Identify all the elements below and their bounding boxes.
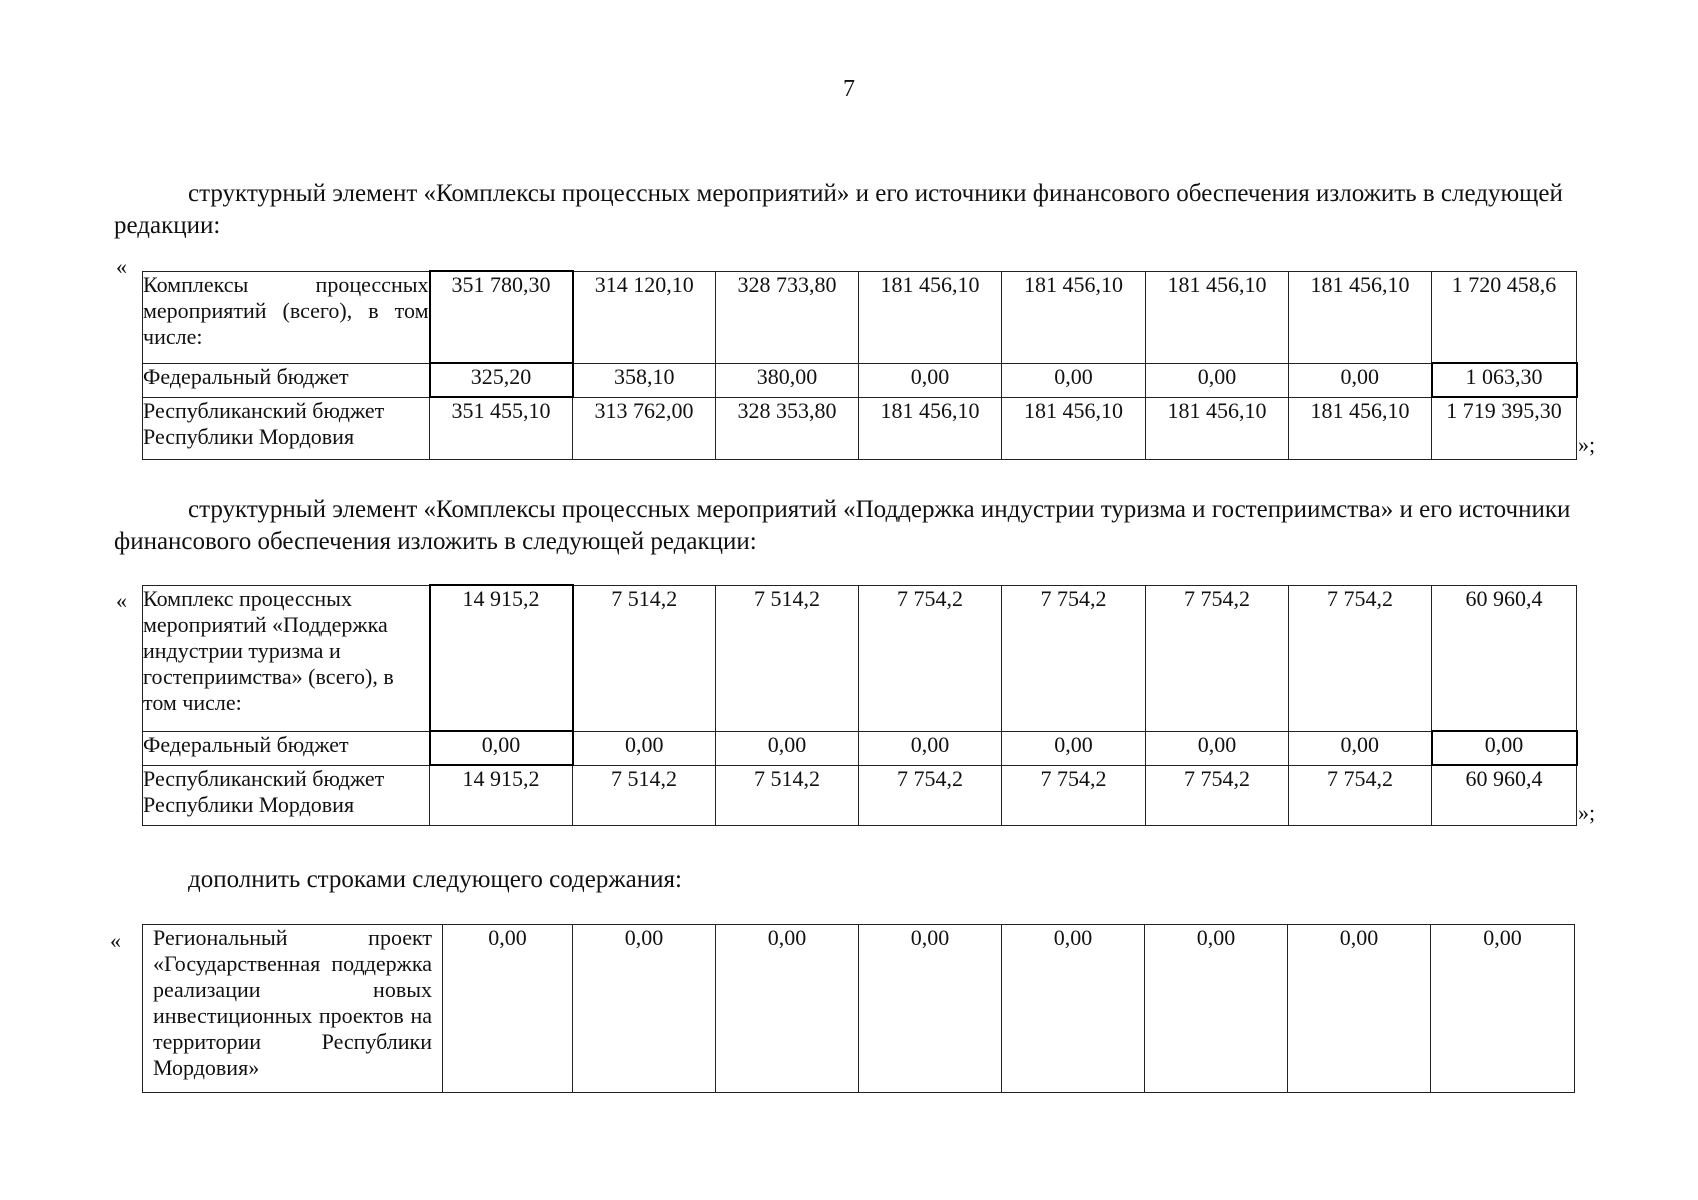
- table-row: [143, 765, 1577, 825]
- value-cell: 0,00: [1146, 363, 1289, 397]
- open-quote-2: «: [116, 588, 127, 613]
- value-cell: 328 733,80: [716, 271, 859, 363]
- table-1: [142, 270, 1578, 460]
- value-cell: 0,00: [430, 731, 573, 765]
- value-cell: 0,00: [859, 363, 1002, 397]
- value-cell: 7 754,2: [1289, 765, 1432, 825]
- close-quote-1: »;: [1578, 432, 1596, 457]
- value-cell: 351 780,30: [430, 271, 573, 363]
- value-cell: 181 456,10: [1002, 271, 1146, 363]
- value-cell: 60 960,4: [1432, 585, 1577, 731]
- table-3: [142, 924, 1575, 1093]
- value-cell: 0,00: [1432, 731, 1577, 765]
- value-cell: 328 353,80: [716, 397, 859, 459]
- value-cell: 0,00: [859, 925, 1002, 1093]
- value-cell: 0,00: [859, 731, 1002, 765]
- value-cell: 7 754,2: [1002, 765, 1146, 825]
- row-label: Федеральный бюджет: [143, 731, 430, 765]
- value-cell: 0,00: [1145, 925, 1288, 1093]
- value-cell: 0,00: [443, 925, 573, 1093]
- value-cell: 7 754,2: [859, 765, 1002, 825]
- table-row: [143, 271, 1577, 363]
- value-cell: 0,00: [716, 925, 859, 1093]
- open-quote-3: «: [110, 928, 121, 953]
- value-cell: 1 719 395,30: [1432, 397, 1577, 459]
- value-cell: 0,00: [716, 731, 859, 765]
- table-row: [143, 731, 1577, 765]
- open-quote-1: «: [116, 254, 127, 279]
- value-cell: 14 915,2: [430, 765, 573, 825]
- value-cell: 181 456,10: [1289, 397, 1432, 459]
- value-cell: 7 514,2: [716, 765, 859, 825]
- value-cell: 7 754,2: [1146, 765, 1289, 825]
- row-label: Федеральный бюджет: [143, 363, 430, 397]
- value-cell: 181 456,10: [1146, 397, 1289, 459]
- value-cell: 7 754,2: [1289, 585, 1432, 731]
- value-cell: 313 762,00: [573, 397, 716, 459]
- value-cell: 1 063,30: [1432, 363, 1577, 397]
- value-cell: 7 754,2: [859, 585, 1002, 731]
- value-cell: 380,00: [716, 363, 859, 397]
- table-row: [143, 363, 1577, 397]
- value-cell: 14 915,2: [430, 585, 573, 731]
- value-cell: 181 456,10: [1289, 271, 1432, 363]
- value-cell: 325,20: [430, 363, 573, 397]
- row-label: Республиканский бюджет Республики Мордовия: [143, 397, 430, 459]
- value-cell: 0,00: [1431, 925, 1575, 1093]
- paragraph-2: структурный элемент «Комплексы процессных мероприятий «Поддержка индустрии туризма и гостеприимства» и его источники финансового обеспечения изложить в следующей редакции:: [114, 496, 1571, 555]
- value-cell: 358,10: [573, 363, 716, 397]
- close-quote-2: »;: [1578, 800, 1596, 825]
- paragraph-1: структурный элемент «Комплексы процессных мероприятий» и его источники финансового обеспечения изложить в следующей редакции:: [114, 180, 1563, 239]
- value-cell: 7 754,2: [1002, 585, 1146, 731]
- value-cell: 60 960,4: [1432, 765, 1577, 825]
- value-cell: 0,00: [1289, 363, 1432, 397]
- value-cell: 314 120,10: [573, 271, 716, 363]
- table-row: [143, 585, 1577, 731]
- value-cell: 181 456,10: [859, 271, 1002, 363]
- value-cell: 0,00: [1289, 731, 1432, 765]
- value-cell: 7 754,2: [1146, 585, 1289, 731]
- value-cell: 181 456,10: [1146, 271, 1289, 363]
- value-cell: 1 720 458,6: [1432, 271, 1577, 363]
- value-cell: 0,00: [1002, 731, 1146, 765]
- value-cell: 0,00: [573, 925, 716, 1093]
- paragraph-3: дополнить строками следующего содержания:: [188, 866, 682, 893]
- table-row: [143, 397, 1577, 459]
- row-label: Комплекс процессных мероприятий «Поддержка индустрии туризма и гостеприимства» (всего), в том числе:: [143, 585, 430, 731]
- table-row: [143, 925, 1575, 1093]
- value-cell: 351 455,10: [430, 397, 573, 459]
- row-label: Комплексы процессных мероприятий (всего), в том числе:: [143, 271, 430, 363]
- page-number: 7: [843, 76, 855, 102]
- value-cell: 0,00: [1146, 731, 1289, 765]
- value-cell: 7 514,2: [716, 585, 859, 731]
- value-cell: 7 514,2: [573, 765, 716, 825]
- table-2: [142, 584, 1578, 826]
- value-cell: 0,00: [1002, 925, 1145, 1093]
- row-label: Республиканский бюджет Республики Мордовия: [143, 765, 430, 825]
- value-cell: 7 514,2: [573, 585, 716, 731]
- value-cell: 0,00: [1002, 363, 1146, 397]
- value-cell: 181 456,10: [859, 397, 1002, 459]
- value-cell: 0,00: [573, 731, 716, 765]
- value-cell: 181 456,10: [1002, 397, 1146, 459]
- value-cell: 0,00: [1288, 925, 1431, 1093]
- row-label: Региональный проект «Государственная поддержка реализации новых инвестиционных проектов на территории Республики Мордовия»: [143, 925, 443, 1093]
